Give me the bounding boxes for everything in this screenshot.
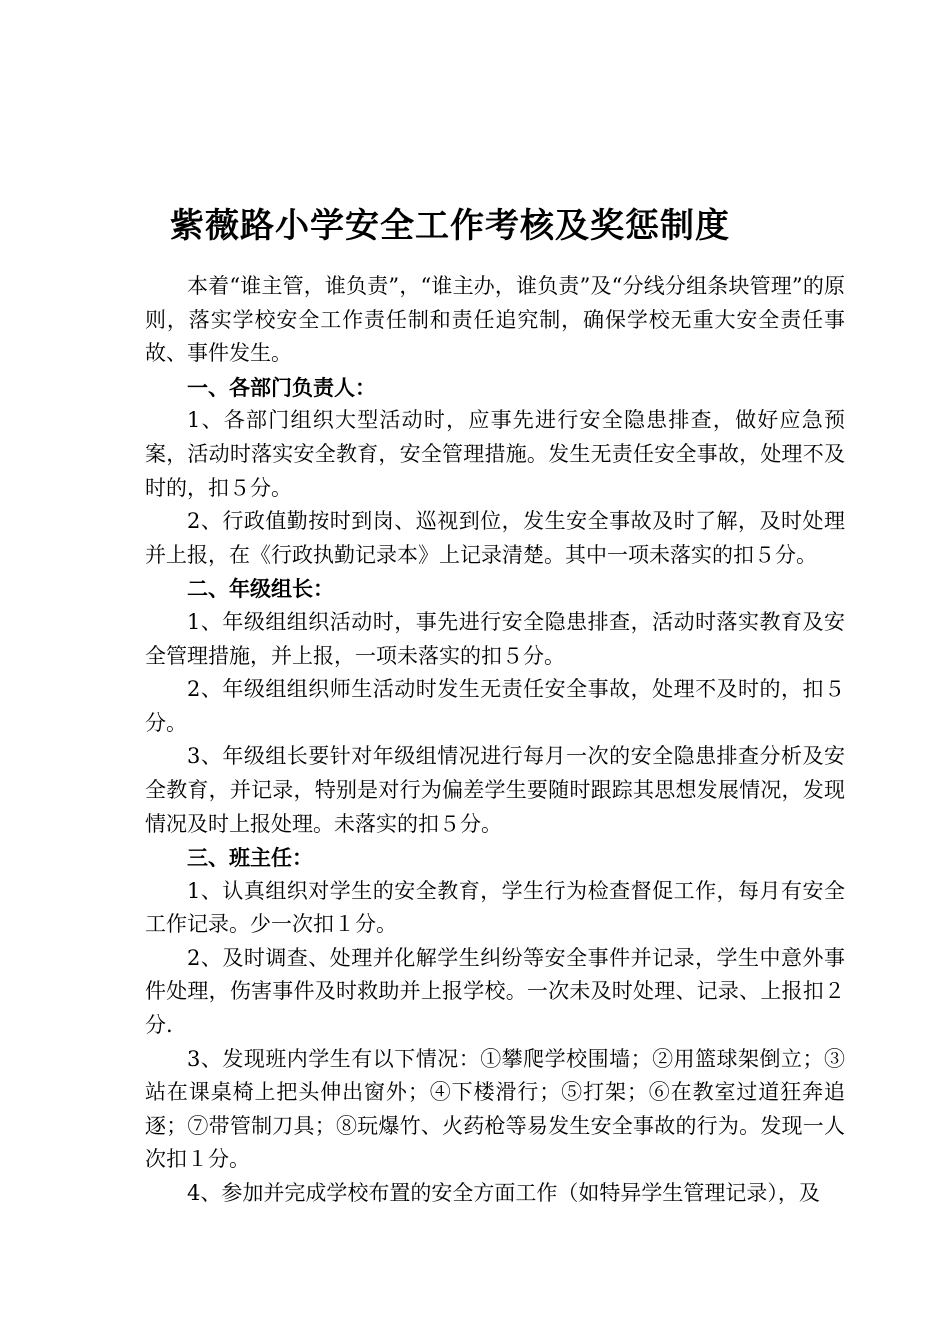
section-heading-class-teachers: 三、班主任： bbox=[187, 845, 313, 871]
document-page bbox=[145, 196, 845, 1211]
section2-item-2: 2、年级组组织师生活动时发生无责任安全事故，处理不及时的，扣５分。 bbox=[145, 677, 845, 735]
section2-item-3: 3、年级组长要针对年级组情况进行每月一次的安全隐患排查分析及安全教育，并记录，特别是对行为偏差学生要随时跟踪其思想发展情况，发现情况及时上报处理。未落实的扣５分。 bbox=[145, 744, 845, 836]
section3-item-1: 1、认真组织对学生的安全教育，学生行为检查督促工作，每月有安全工作记录。少一次扣１分。 bbox=[145, 878, 845, 937]
section3-item-2: 2、及时调查、处理并化解学生纠纷等安全事件并记录，学生中意外事件处理，伤害事件及时救助并上报学校。一次未及时处理、记录、上报扣２分. bbox=[145, 945, 845, 1038]
section1-item-1: 1、各部门组织大型活动时，应事先进行安全隐患排查，做好应急预案，活动时落实安全教育，安全管理措施。发生无责任安全事故，处理不及时的，扣５分。 bbox=[145, 408, 845, 500]
section1-item-2: 2、行政值勤按时到岗、巡视到位，发生安全事故及时了解，及时处理并上报，在《行政执勤记录本》上记录清楚。其中一项未落实的扣５分。 bbox=[145, 509, 845, 567]
section2-item-1: 1、年级组组织活动时，事先进行安全隐患排查，活动时落实教育及安全管理措施，并上报，一项未落实的扣５分。 bbox=[145, 609, 845, 668]
section3-item-4: 4、参加并完成学校布置的安全方面工作（如特异学生管理记录），及 bbox=[187, 1181, 820, 1206]
document-title: 紫薇路小学安全工作考核及奖惩制度 bbox=[170, 206, 730, 246]
section-heading-grade-leaders: 二、年级组长： bbox=[187, 576, 334, 602]
section3-item-3: 3、发现班内学生有以下情况：①攀爬学校围墙；②用篮球架倒立；③站在课桌椅上把头伸出窗外；④下楼滑行；⑤打架；⑥在教室过道狂奔追逐；⑦带管制刀具；⑧玩爆竹、火药枪等易发生安全事故的行为。发现一人次扣１分。 bbox=[145, 1046, 845, 1172]
section-heading-department-heads: 一、各部门负责人： bbox=[187, 374, 376, 400]
intro-paragraph: 本着“谁主管，谁负责”，“谁主办，谁负责”及“分线分组条块管理”的原则，落实学校安全工作责任制和责任追究制，确保学校无重大安全责任事故、事件发生。 bbox=[145, 274, 845, 366]
